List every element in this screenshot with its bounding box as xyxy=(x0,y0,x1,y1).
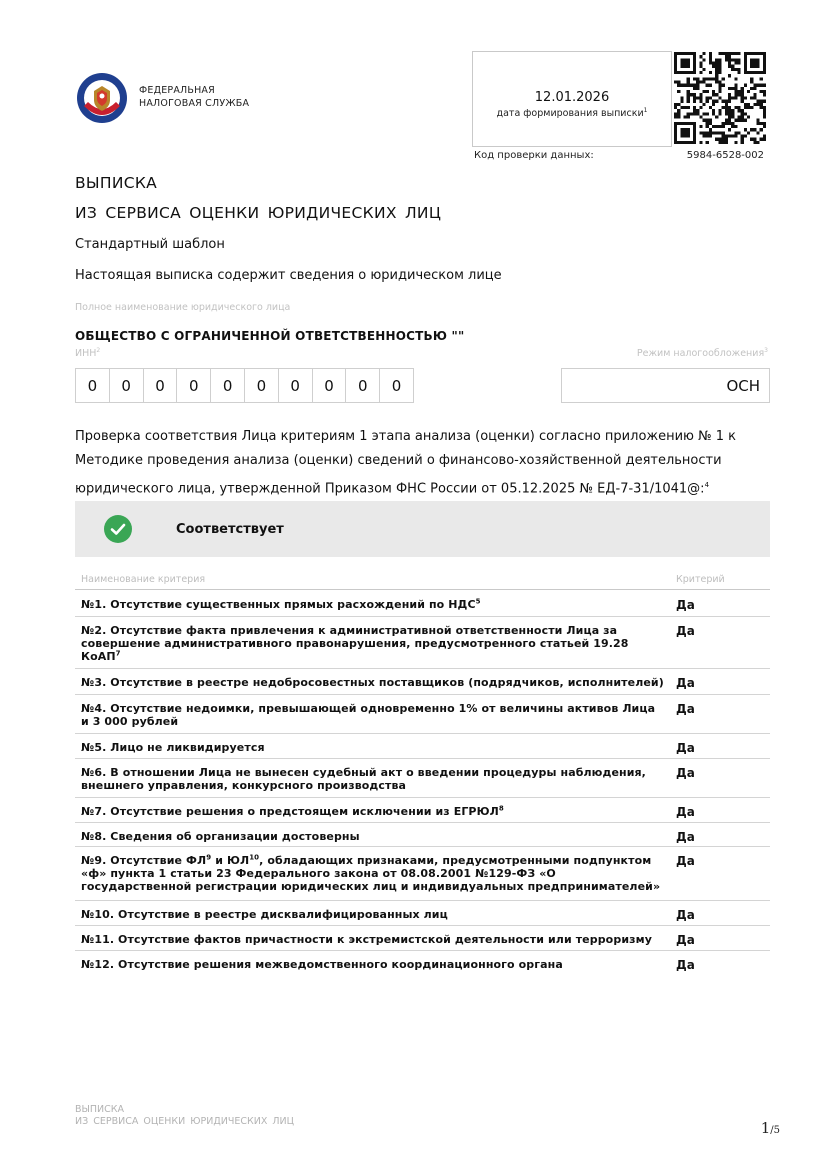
table-divider xyxy=(75,589,770,590)
document-title: ВЫПИСКА xyxy=(75,174,158,192)
table-row xyxy=(75,798,770,823)
footnote-ref: 4 xyxy=(704,481,710,489)
template-name: Стандартный шаблон xyxy=(75,237,225,252)
date-box xyxy=(472,51,672,147)
criterion-name: №2. Отсутствие факта привлечения к административной ответственности Лица за совершение административного правонарушения, предусмотренного статьей 19.28 КоАП$^7$ xyxy=(81,624,629,663)
result-text: Соответствует xyxy=(176,522,284,537)
tax-regime-label: Режим налогообложения$^3$ xyxy=(636,347,768,360)
criterion-value: Да xyxy=(676,766,695,780)
inn-digit: 0 xyxy=(210,368,245,403)
criterion-value: Да xyxy=(676,830,695,844)
footnote-ref: 9 xyxy=(206,853,212,862)
table-row xyxy=(75,695,770,734)
fns-emblem-icon xyxy=(76,72,128,124)
criterion-name: №11. Отсутствие фактов причастности к экстремистской деятельности или терроризму xyxy=(81,933,652,946)
check-code-label: Код проверки данных: xyxy=(474,150,594,161)
criterion-name: №5. Лицо не ликвидируется xyxy=(81,741,265,754)
table-row xyxy=(75,759,770,798)
criterion-value: Да xyxy=(676,908,695,922)
table-row xyxy=(75,734,770,759)
criterion-value: Да xyxy=(676,854,695,868)
table-row xyxy=(75,823,770,847)
inn-digit: 0 xyxy=(278,368,313,403)
criterion-value: Да xyxy=(676,933,695,947)
criteria-header-value: Критерий xyxy=(676,574,725,585)
check-circle-icon xyxy=(104,515,132,543)
check-description: Проверка соответствия Лица критериям 1 этапа анализа (оценки) согласно приложению № 1 к Методике проведения анализа (оценки) сведений о финансово-хозяйственной деятельности юридического лица, утвержденной Приказом ФНС России от 05.12.2025 № ЕД-7-31/1041@:$^4$ xyxy=(75,429,737,497)
inn-digit: 0 xyxy=(109,368,144,403)
org-name xyxy=(139,84,249,110)
page-number: 1/5 xyxy=(760,1119,780,1137)
footer-subtitle: ИЗ СЕРВИСА ОЦЕНКИ ЮРИДИЧЕСКИХ ЛИЦ xyxy=(75,1116,294,1127)
criterion-value: Да xyxy=(676,741,695,755)
criterion-name: №6. В отношении Лица не вынесен судебный акт о введении процедуры наблюдения, внешнего управления, конкурсного производства xyxy=(81,766,646,792)
inn-label: ИНН$^2$ xyxy=(75,347,101,360)
footnote-ref: 10 xyxy=(249,853,260,862)
footnote-ref: 7 xyxy=(115,649,121,658)
inn-digit: 0 xyxy=(143,368,178,403)
inn-digit: 0 xyxy=(379,368,414,403)
footnote-ref: 5 xyxy=(475,597,481,606)
criterion-value: Да xyxy=(676,598,695,612)
org-name-line1: ФЕДЕРАЛЬНАЯ xyxy=(139,85,215,96)
footer-title: ВЫПИСКА xyxy=(75,1104,125,1115)
full-name-label: Полное наименование юридического лица xyxy=(75,302,291,313)
criterion-name: №3. Отсутствие в реестре недобросовестных поставщиков (подрядчиков, исполнителей) xyxy=(81,676,664,689)
date-label: дата формирования выписки$^1$ xyxy=(496,107,648,120)
date-value: 12.01.2026 xyxy=(534,90,610,105)
table-row xyxy=(75,926,770,951)
footnote-ref: 3 xyxy=(764,347,768,354)
inn-digit: 0 xyxy=(244,368,279,403)
inn-digits xyxy=(75,368,413,403)
inn-digit: 0 xyxy=(312,368,347,403)
table-row xyxy=(75,591,770,617)
footnote-ref: 8 xyxy=(498,804,504,813)
inn-digit: 0 xyxy=(345,368,380,403)
criterion-value: Да xyxy=(676,805,695,819)
tax-regime-value: ОСН xyxy=(561,368,770,403)
footnote-ref: 2 xyxy=(96,347,101,354)
full-name-value: ОБЩЕСТВО С ОГРАНИЧЕННОЙ ОТВЕТСТВЕННОСТЬЮ "" xyxy=(75,329,465,343)
criterion-name: №7. Отсутствие решения о предстоящем исключении из ЕГРЮЛ$^8$ xyxy=(81,804,504,818)
table-row xyxy=(75,901,770,926)
check-code-value: 5984-6528-002 xyxy=(686,150,764,161)
criterion-value: Да xyxy=(676,676,695,690)
criterion-name: №9. Отсутствие $ФЛ^9$ и ЮЛ$^{10}$, обладающих признаками, предусмотренными подпунктом «ф» пункта 1 статьи 23 Федерального закона от 08.08.2001 №129-ФЗ «О государственной регистрации юридических лиц и индивидуальных предпринимателей» xyxy=(81,853,661,893)
result-banner xyxy=(75,501,770,557)
document-subtitle: ИЗ СЕРВИСА ОЦЕНКИ ЮРИДИЧЕСКИХ ЛИЦ xyxy=(75,204,442,222)
criterion-name: №8. Сведения об организации достоверны xyxy=(81,830,360,843)
table-row xyxy=(75,951,770,976)
criterion-name: №4. Отсутствие недоимки, превышающей одновременно 1% от величины активов Лица и 3 000 рублей xyxy=(81,702,656,728)
criteria-header-name: Наименование критерия xyxy=(81,574,206,585)
criterion-value: Да xyxy=(676,958,695,972)
intro-text: Настоящая выписка содержит сведения о юридическом лице xyxy=(75,268,502,283)
criterion-value: Да xyxy=(676,624,695,638)
table-row xyxy=(75,617,770,669)
footnote-ref: 1 xyxy=(643,107,648,114)
inn-digit: 0 xyxy=(75,368,110,403)
table-row xyxy=(75,847,770,901)
table-row xyxy=(75,669,770,695)
org-name-line2: НАЛОГОВАЯ СЛУЖБА xyxy=(139,98,250,109)
criterion-name: №12. Отсутствие решения межведомственного координационного органа xyxy=(81,958,563,971)
criterion-value: Да xyxy=(676,702,695,716)
criterion-name: №10. Отсутствие в реестре дисквалифицированных лиц xyxy=(81,908,448,921)
inn-digit: 0 xyxy=(176,368,211,403)
criterion-name: №1. Отсутствие существенных прямых расхождений по НДС$^5$ xyxy=(81,597,481,611)
qr-code-icon xyxy=(674,52,766,144)
